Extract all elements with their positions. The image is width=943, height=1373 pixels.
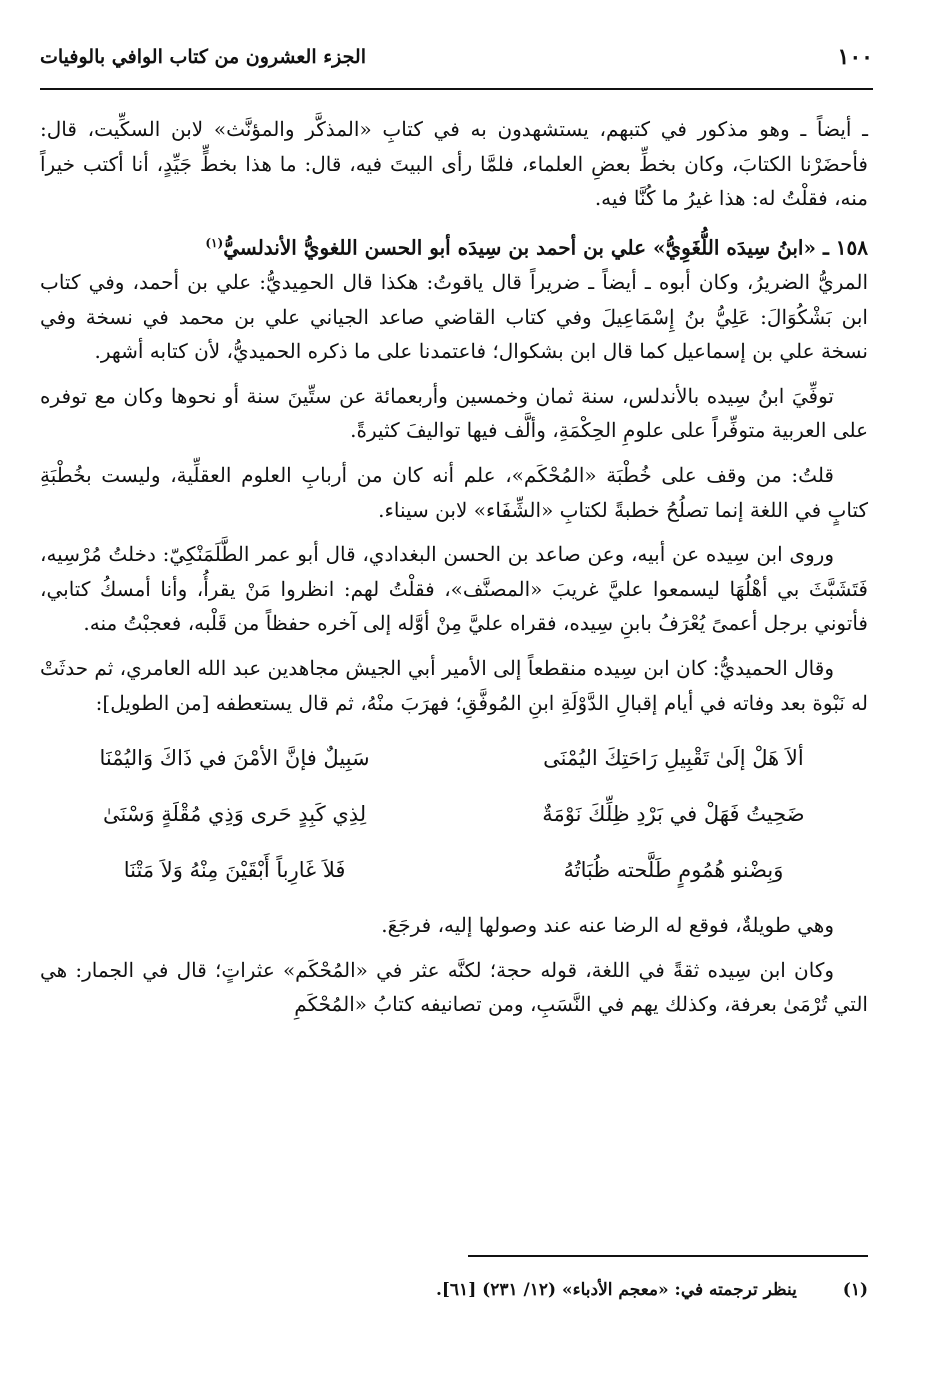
paragraph: المريُّ الضريرُ، وكان أبوه ـ أيضاً ـ ضريراً قال ياقوتُ: هكذا قال الحمِيديُّ: علي بن أحمد، وفي كتاب ابن بَشْكُوَالَ: عَلِيُّ بنُ إِسْمَاعِيلَ وفي كتاب القاضي صاعد الجياني علي بن محمد في نسخة وفي نسخة علي بن إسماعيل كما قال ابن بشكوال؛ فاعتمدنا على ما ذكره الحميديُّ، لأن كتابه أشهر. [40, 270, 868, 364]
poem-verse [40, 786, 868, 842]
paragraph: قلتُ: من وقف على خُطْبَة «المُحْكَم»، علم أنه كان من أربابِ العلوم العقلِّية، وليست بخُطْبَةِ كتابٍ في اللغة إنما تصلُحُ خطبةً لكتابِ «الشِّفَاء» لابن سيناء. [40, 463, 868, 522]
poem-verse [40, 842, 868, 898]
verse-first-hemistich: وَبِضْنو هُمُومٍ طَلَّحته ظُبَاتُهُ [563, 857, 784, 882]
header-rule [40, 88, 873, 90]
footnote-text: ينظر ترجمته في: «معجم الأدباء» (١٢/ ٢٣١) [٦١]. [435, 1280, 797, 1300]
paragraph: وهي طويلةٌ، فوقع له الرضا عنه عند وصولها إليه، فرجَعَ. [381, 913, 834, 938]
poem [40, 730, 868, 898]
footnote-number: (١) [842, 1280, 868, 1300]
verse-second-hemistich: لِذِي كَبِدٍ حَرى وَذِي مُقْلَةٍ وَسْنَىٰ [102, 801, 367, 826]
page-header [40, 44, 873, 78]
footnote-rule [468, 1255, 868, 1257]
verse-second-hemistich: سَبِيلٌ فإنَّ الأمْنَ في ذَاكَ وَاليُمْنَا [99, 745, 370, 770]
verse-first-hemistich: ضَحِيتُ فَهَلْ في بَرْدِ ظِلِّكَ نَوْمَةٌ [542, 801, 805, 826]
verse-first-hemistich: ألاَ هَلْ إلَىٰ تَقْبِيلِ رَاحَتِكَ اليُمْنَى [543, 745, 804, 770]
paragraph: وكان ابن سِيده ثقةً في اللغة، قوله حجة؛ لكنَّه عثر في «المُحْكَم» عثراتٍ؛ قال في الجمار: هي التي تُرْمَىٰ بعرفة، وكذلك يهم في النَّسَبِ، ومن تصانيفه كتابُ «المُحْكَمِ [40, 957, 868, 1017]
main-text [40, 112, 868, 1032]
footnote-marker: (١) [205, 235, 224, 250]
paragraph: وروى ابن سِيده عن أبيه، وعن صاعد بن الحسن البغدادي، قال أبو عمر الطَّلَمَنْكِيّ: دخلتُ مُرْسِيه، فَتَشَبَّثَ بي أهْلُهَا ليسمعوا عليَّ غريبَ «المصنَّف»، فقلْتُ لهم: انظروا مَنْ يقرأُ، وأنا أمسكُ كتابي، فأتوني برجل أعمىً يُعْرَفُ بابنِ سِيده، فقراه عليَّ مِنْ أوَّله إلى آخره حفظاً من قَلْبه، فعجبْتُ منه. [40, 542, 868, 636]
verse-second-hemistich: فَلاَ غَارِباً أَبْقَيْنَ مِنْهُ وَلاَ مَتْنَا [123, 857, 346, 882]
page-number: ١٠٠ [837, 44, 873, 70]
paragraph: وقال الحميديُّ: كان ابن سِيده منقطعاً إلى الأمير أبي الجيش مجاهدين عبد الله العامري، ثم حدثَتْ له نَبْوة بعد وفاته في أيام إقبالِ الدَّوْلَةِ ابنِ المُوفَّقِ؛ فهرَبَ منْهُ، ثم قال يستعطفه [من الطويل]: [40, 655, 868, 715]
footnote [40, 1280, 868, 1300]
entry-heading-text: ١٥٨ ـ «ابنُ سِيدَه اللُّغَوِيُّ» علي بن أحمد بن سِيدَه أبو الحسن اللغويُّ الأندلسيُّ [223, 235, 868, 260]
running-title: الجزء العشرون من كتاب الوافي بالوفيات [40, 46, 366, 68]
entry-heading [40, 226, 868, 265]
paragraph: ـ أيضاً ـ وهو مذكور في كتبهم، يستشهدون به في كتابِ «المذكَّر والمؤنَّث» لابن السكِّيت، قال: فأحضَرْنا الكتابَ، وكان بخطِّ بعضِ العلماء، فلمَّا رأى البيتَ فيه، قال: ما هذا بخطٍّ جَيِّدٍ، أنا أكتب خيراً منه، فقلْتُ له: هذا غيرُ ما كُنَّا فيه. [40, 117, 868, 211]
paragraph: توفِّيَ ابنُ سِيده بالأندلس، سنة ثمان وخمسين وأربعمائة عن ستِّينَ سنة أو نحوها وكان مع توفره على العربية متوفِّراً على علومِ الحِكْمَةِ، وألَّف فيها تواليفَ كثيرةً. [40, 383, 868, 443]
poem-verse [40, 730, 868, 786]
